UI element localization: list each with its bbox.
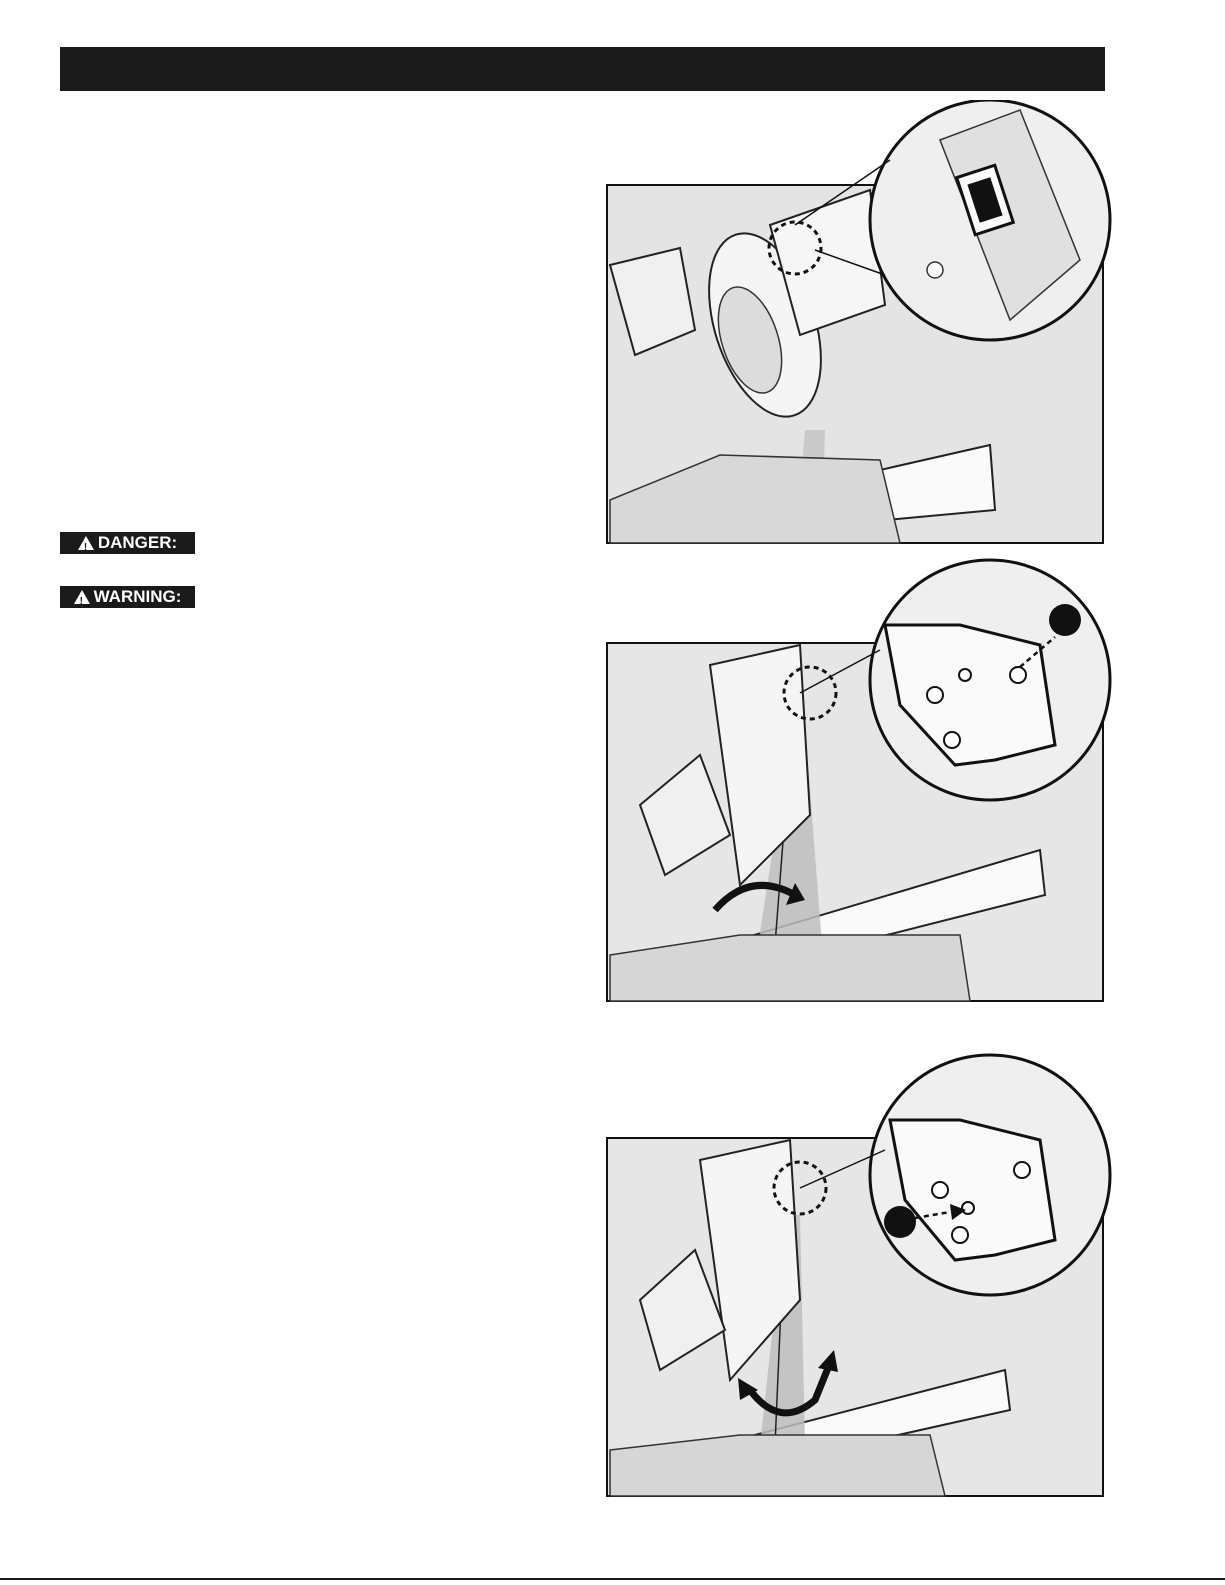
figure-blade-alignment-2 xyxy=(600,1050,1120,1500)
warning-label xyxy=(60,586,195,608)
danger-label xyxy=(60,532,195,554)
callout-marker-a xyxy=(1049,604,1081,636)
callout-marker-b xyxy=(884,1206,916,1238)
warning-triangle-icon xyxy=(78,536,94,550)
danger-label-text: DANGER: xyxy=(97,533,178,552)
figure-switch-detail xyxy=(600,100,1120,550)
section-header-bar xyxy=(60,47,1105,91)
saw-illustration-2 xyxy=(600,555,1120,1005)
saw-illustration-3 xyxy=(600,1050,1120,1500)
warning-triangle-icon xyxy=(74,590,90,604)
warning-label-text: WARNING: xyxy=(93,587,182,606)
bottom-rule xyxy=(0,1578,1225,1580)
saw-illustration-1 xyxy=(600,100,1120,550)
figure-blade-alignment-1 xyxy=(600,555,1120,1005)
